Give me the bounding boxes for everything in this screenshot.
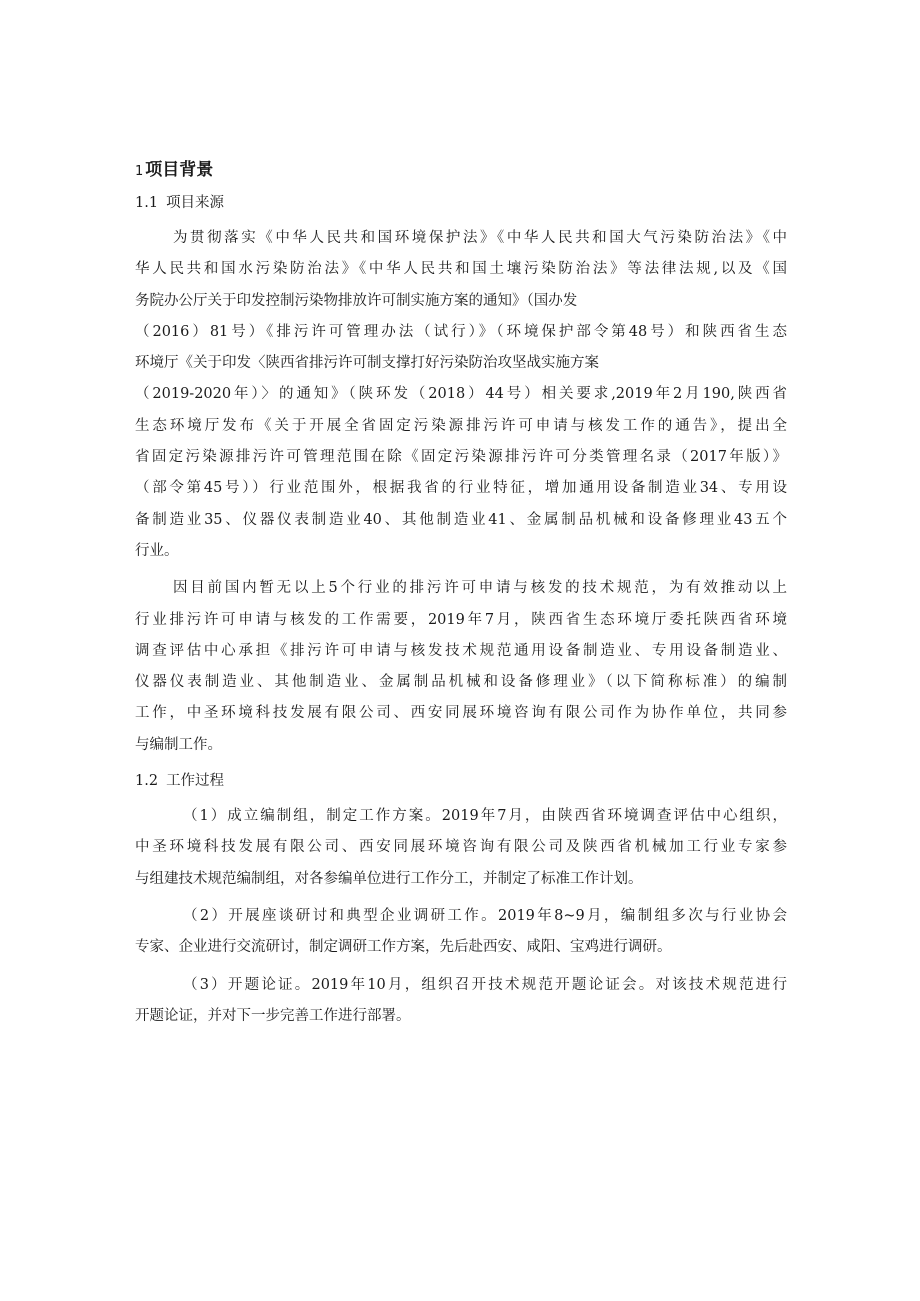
text-line: 为贯彻落实《中华人民共和国环境保护法》《中华人民共和国大气污染防治法》《中 (173, 230, 787, 246)
text-line: 专家、企业进行交流研讨，制定调研工作方案，先后赴西安、咸阳、宝鸡进行调研。 (135, 939, 672, 956)
text-line: （1）成立编制组，制定工作方案。2019年7月，由陕西省环境调查评估中心组织， (183, 808, 787, 825)
text-line: 调查评估中心承担《排污许可申请与核发技术规范通用设备制造业、专用设备制造业、 (135, 642, 787, 659)
document-content (135, 155, 787, 1038)
section-1-1-number: 1.1 (135, 195, 159, 211)
text-line: （2019-2020年）〉的通知》（陕环发（2018）44号）相关要求,2019年2月190,陕西省 (135, 386, 787, 403)
text-line: （2016）81号）《排污许可管理办法（试行）》（环境保护部令第48号）和陕西省生态 (135, 323, 787, 340)
text-line: 务院办公厅关于印发控制污染物排放许可制实施方案的通知》（国办发 (135, 292, 578, 309)
paragraph-commission (135, 573, 787, 761)
text-line: 生态环境厅发布《关于开展全省固定污染源排污许可申请与核发工作的通告》，提出全 (135, 417, 787, 434)
text-line: 因目前国内暂无以上5个行业的排污许可申请与核发的技术规范，为有效推动以上 (173, 580, 787, 597)
section-1-title: 项目背景 (145, 160, 214, 180)
section-1-2-number: 1.2 (135, 773, 159, 790)
text-line: 与编制工作。 (135, 736, 222, 753)
text-line: （3）开题论证。2019年10月，组织召开技术规范开题论证会。对该技术规范进行 (183, 976, 787, 993)
text-line: （2）开展座谈研讨和典型企业调研工作。2019年8~9月，编制组多次与行业协会 (183, 907, 787, 924)
paragraph-step-2 (135, 901, 787, 964)
text-line: （部令第45号））行业范围外，根据我省的行业特征，增加通用设备制造业34、专用设 (135, 480, 787, 497)
paragraph-step-3 (135, 970, 787, 1033)
text-line: 开题论证，并对下一步完善工作进行部署。 (135, 1007, 411, 1024)
paragraph-project-source (135, 223, 787, 567)
section-1-heading (135, 155, 787, 187)
text-line: 行业排污许可申请与核发的工作需要，2019年7月，陕西省生态环境厅委托陕西省环境 (135, 611, 787, 628)
section-1-1-heading (135, 189, 787, 217)
text-line: 与组建技术规范编制组，对各参编单位进行工作分工，并制定了标准工作计划。 (135, 870, 643, 887)
text-line: 省固定污染源排污许可管理范围在除《固定污染源排污许可分类管理名录（2017年版）》 (135, 449, 787, 466)
text-line: 备制造业35、仪器仪表制造业40、其他制造业41、金属制品机械和设备修理业43五个 (135, 511, 787, 528)
section-1-2-title: 工作过程 (166, 773, 225, 790)
text-line: 仪器仪表制造业、其他制造业、金属制品机械和设备修理业》（以下简称标准）的编制 (135, 674, 787, 691)
text-line: 华人民共和国水污染防治法》《中华人民共和国土壤污染防治法》等法律法规,以及《国 (135, 261, 787, 278)
text-line: 中圣环境科技发展有限公司、西安同展环境咨询有限公司及陕西省机械加工行业专家参 (135, 839, 787, 856)
section-1-number: 1 (135, 164, 144, 179)
text-line: 环境厅《关于印发〈陕西省排污许可制支撑打好污染防治攻坚战实施方案 (135, 355, 599, 372)
section-1-2-heading (135, 767, 787, 795)
paragraph-step-1 (135, 801, 787, 895)
text-line: 工作，中圣环境科技发展有限公司、西安同展环境咨询有限公司作为协作单位，共同参 (135, 705, 787, 722)
section-1-1-title: 项目来源 (166, 195, 225, 211)
text-line: 行业。 (135, 542, 179, 559)
